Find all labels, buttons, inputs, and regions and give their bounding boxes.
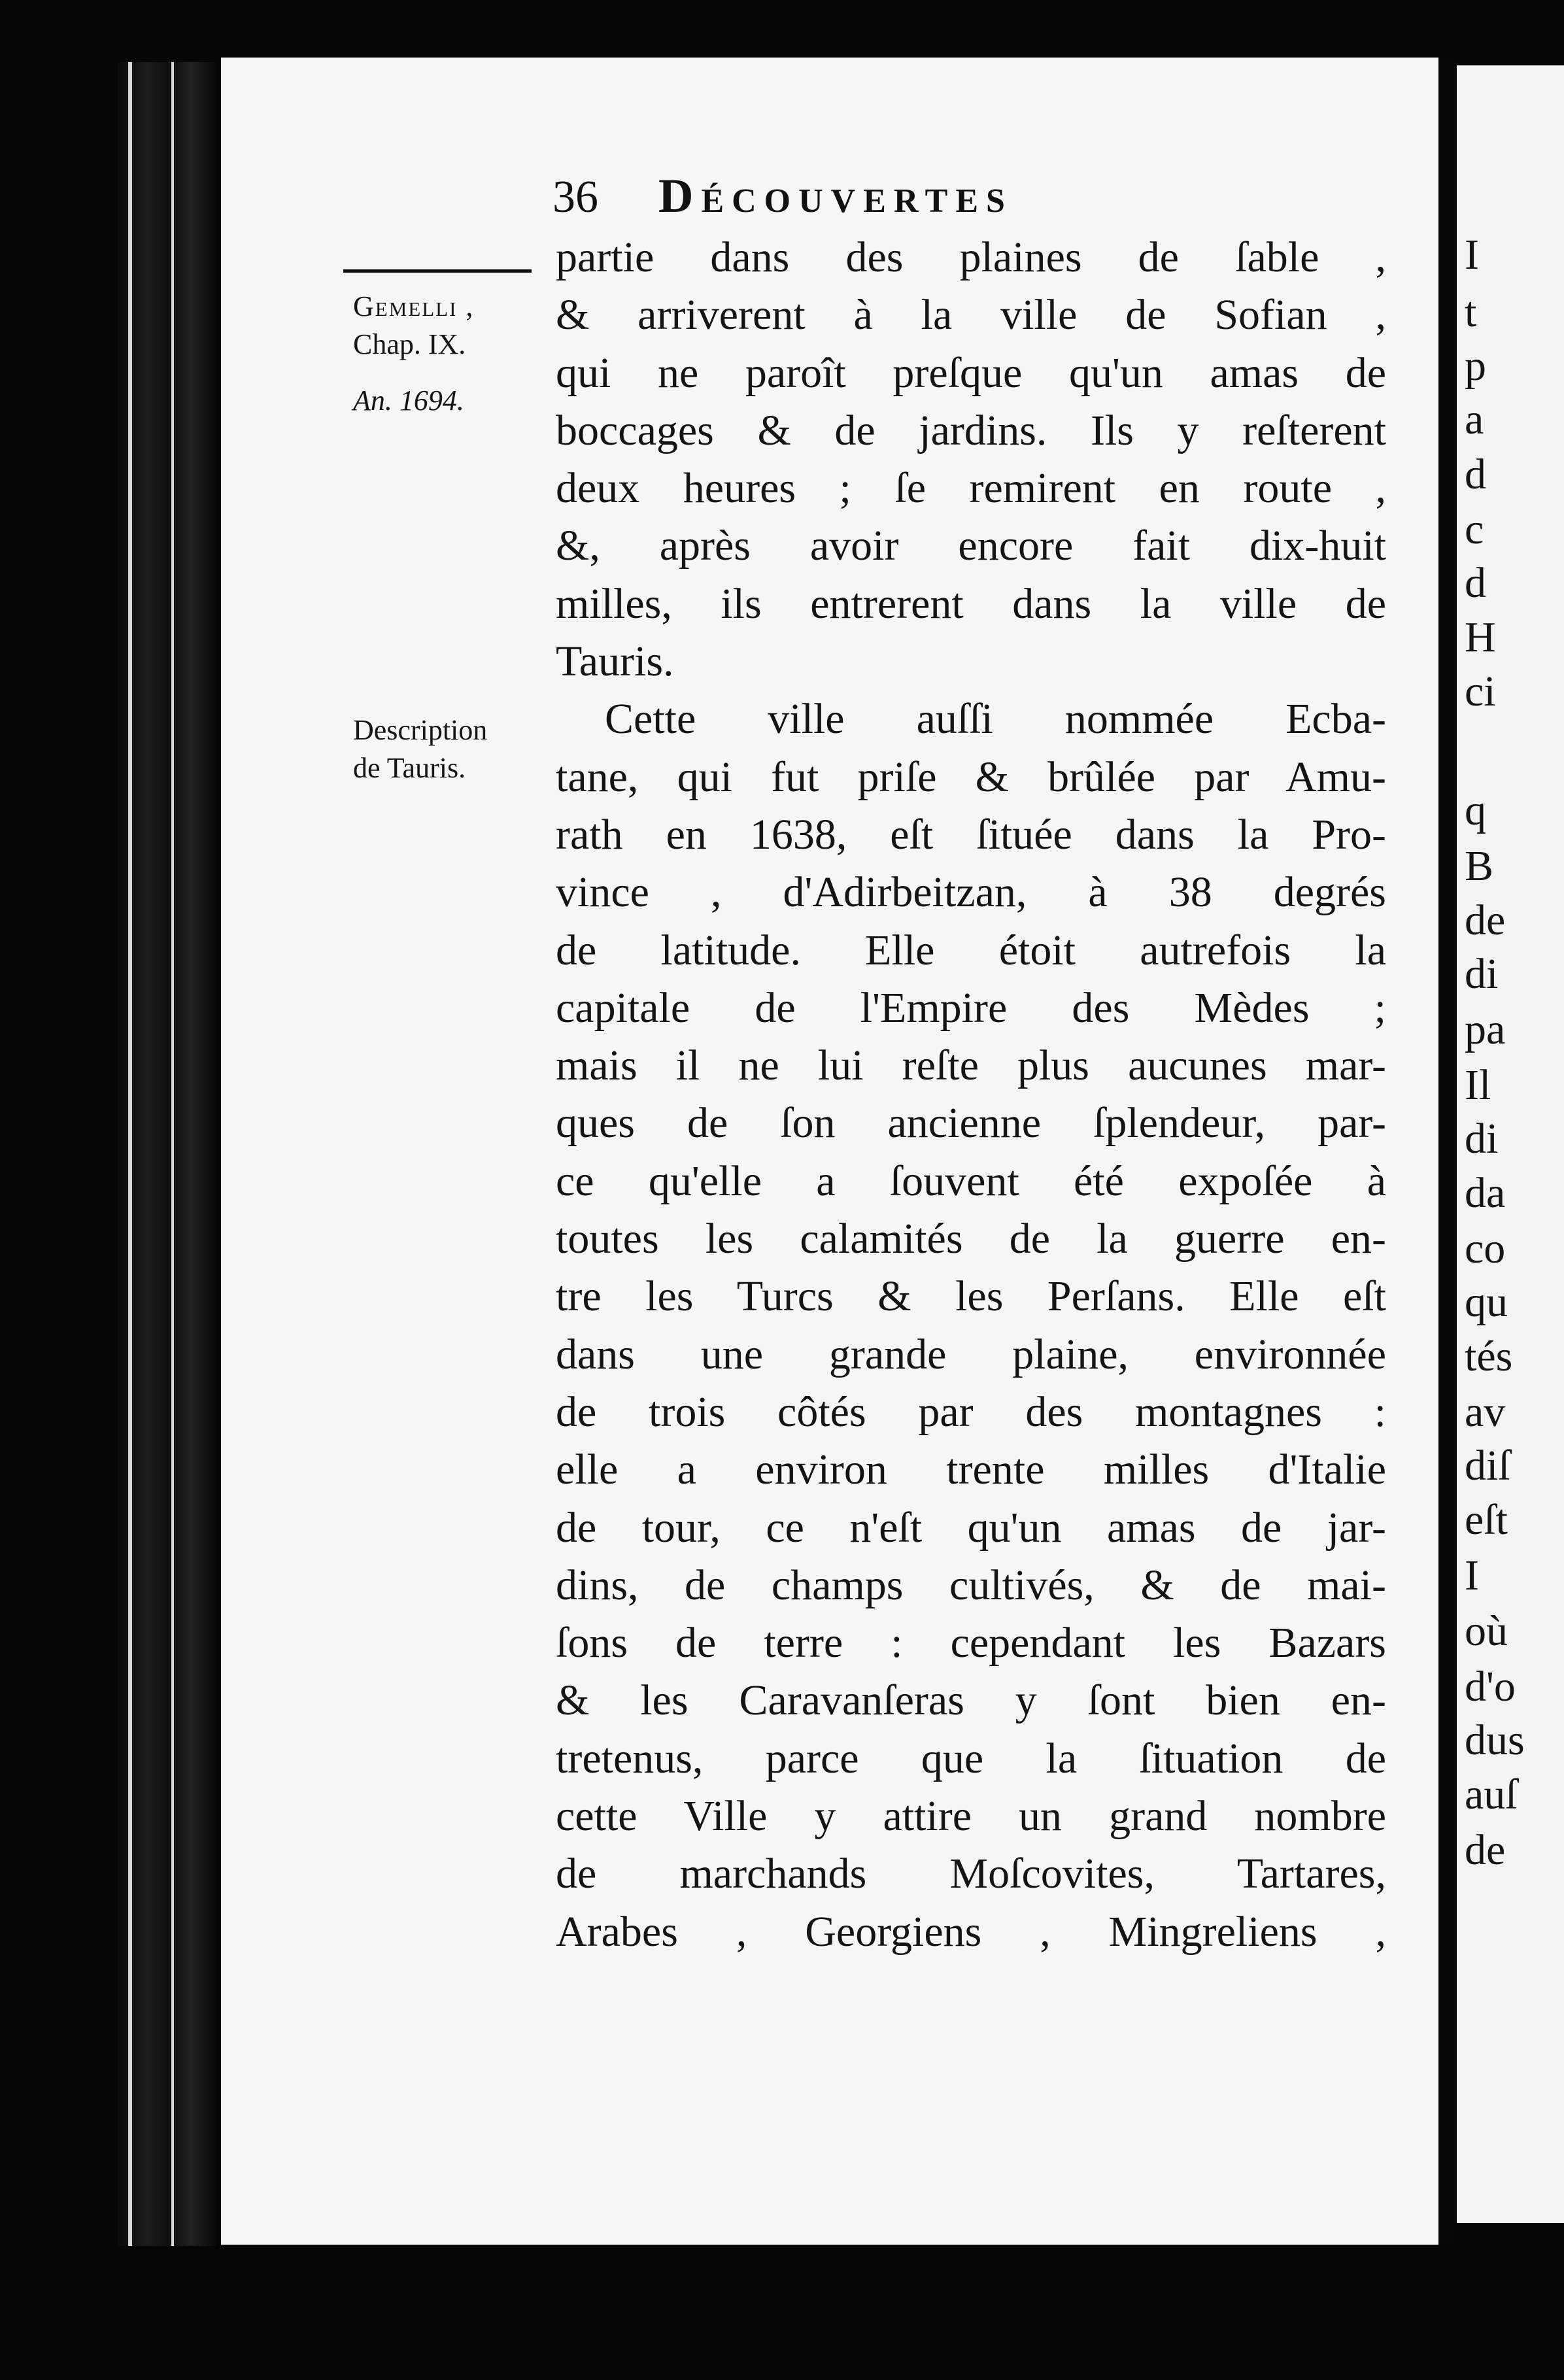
text-line: rath en 1638, eſt ſituée dans la Pro- [556,810,1386,858]
facing-page-fragment: Il [1465,1061,1491,1109]
text-line: de marchands Moſcovites, Tartares, [556,1850,1386,1898]
facing-page-fragment: dus [1465,1716,1525,1764]
text-line: toutes les calamités de la guerre en- [556,1215,1386,1263]
facing-page-fragment: auſ [1465,1771,1518,1818]
text-line: qui ne paroît preſque qu'un amas de [556,348,1386,397]
facing-page-fragment: di [1465,1115,1499,1163]
facing-page-fragment: p [1465,342,1486,390]
facing-page-fragment: eſt [1465,1496,1508,1544]
text-line: elle a environ trente milles d'Italie [556,1446,1386,1494]
page-number: 36 [552,172,598,222]
text-line: ques de ſon ancienne ſplendeur, par- [556,1099,1386,1148]
margin-note-line: de Tauris. [353,752,466,784]
text-line: Arabes , Georgiens , Mingreliens , [556,1907,1386,1956]
text-line: tre les Turcs & les Perſans. Elle eſt [556,1272,1386,1321]
facing-page-fragment: B [1465,842,1494,890]
topic-note [353,711,487,787]
text-line: de tour, ce n'eſt qu'un amas de jar- [556,1503,1386,1552]
margin-note-line: Chap. IX. [353,328,466,360]
text-line: Tauris. [556,638,674,686]
facing-page-fragment: ci [1465,668,1496,715]
facing-page-fragment: q [1465,787,1486,834]
facing-page-fragment: I [1465,1552,1479,1599]
facing-page-fragment: H [1465,613,1496,661]
facing-page-fragment: où [1465,1607,1508,1655]
running-head: Découvertes [658,169,1013,223]
binding-edge-line [171,62,174,2246]
text-line: capitale de l'Empire des Mèdes ; [556,983,1386,1032]
text-line: de latitude. Elle étoit autrefois la [556,926,1386,974]
binding-edge-line [128,62,132,2246]
facing-page-fragment: d [1465,559,1486,607]
page-gutter [1438,58,1457,2245]
facing-page-fragment: di [1465,950,1499,998]
source-note [353,288,474,420]
facing-page-fragment: de [1465,1826,1506,1874]
facing-page-fragment: co [1465,1225,1506,1272]
facing-page-fragment: diſ [1465,1442,1510,1489]
facing-page-fragment: pa [1465,1006,1506,1053]
facing-page-fragment: de [1465,896,1506,944]
facing-page-fragment: qu [1465,1278,1508,1326]
text-line: Cette ville auſſi nommée Ecba- [605,695,1386,743]
text-line: tretenus, parce que la ſituation de [556,1734,1386,1782]
text-line: mais il ne lui reſte plus aucunes mar- [556,1042,1386,1090]
text-line: cette Ville y attire un grand nombre [556,1792,1386,1841]
facing-page-fragment: da [1465,1169,1506,1217]
facing-page-fragment: I [1465,231,1479,279]
text-line: partie dans des plaines de ſable , [556,233,1386,281]
page-header [552,169,1013,234]
text-line: dins, de champs cultivés, & de mai- [556,1561,1386,1609]
facing-page-fragment: t [1465,288,1477,336]
text-line: &, après avoir encore fait dix-huit [556,522,1386,570]
body-text [556,229,1386,1961]
text-line: boccages & de jardins. Ils y reſterent [556,406,1386,454]
text-line: & les Caravanſeras y ſont bien en- [556,1676,1386,1725]
text-line: tane, qui fut priſe & brûlée par Amu- [556,753,1386,801]
facing-page-fragment: a [1465,396,1484,443]
text-line: ſons de terre : cependant les Bazars [556,1619,1386,1667]
margin-note-line: Gemelli , [353,290,475,322]
margin-note-line: Description [353,714,488,746]
text-line: dans une grande plaine, environnée [556,1330,1386,1378]
text-line: vince , d'Adirbeitzan, à 38 degrés [556,868,1386,917]
margin-rule [343,269,532,273]
margin-note-line: An. 1694. [353,384,464,416]
text-line: & arriverent à la ville de Sofian , [556,291,1386,339]
facing-page-fragment: d [1465,450,1486,498]
text-line: milles, ils entrerent dans la ville de [556,579,1386,628]
book-binding [118,62,216,2246]
facing-page-fragment: c [1465,505,1484,553]
facing-page [1457,65,1564,2223]
facing-page-fragment: tés [1465,1333,1513,1380]
text-line: ce qu'elle a ſouvent été expoſée à [556,1157,1386,1205]
text-line: deux heures ; ſe remirent en route , [556,464,1386,513]
facing-page-fragment: d'o [1465,1663,1516,1710]
text-line: de trois côtés par des montagnes : [556,1387,1386,1436]
facing-page-fragment: av [1465,1388,1506,1436]
